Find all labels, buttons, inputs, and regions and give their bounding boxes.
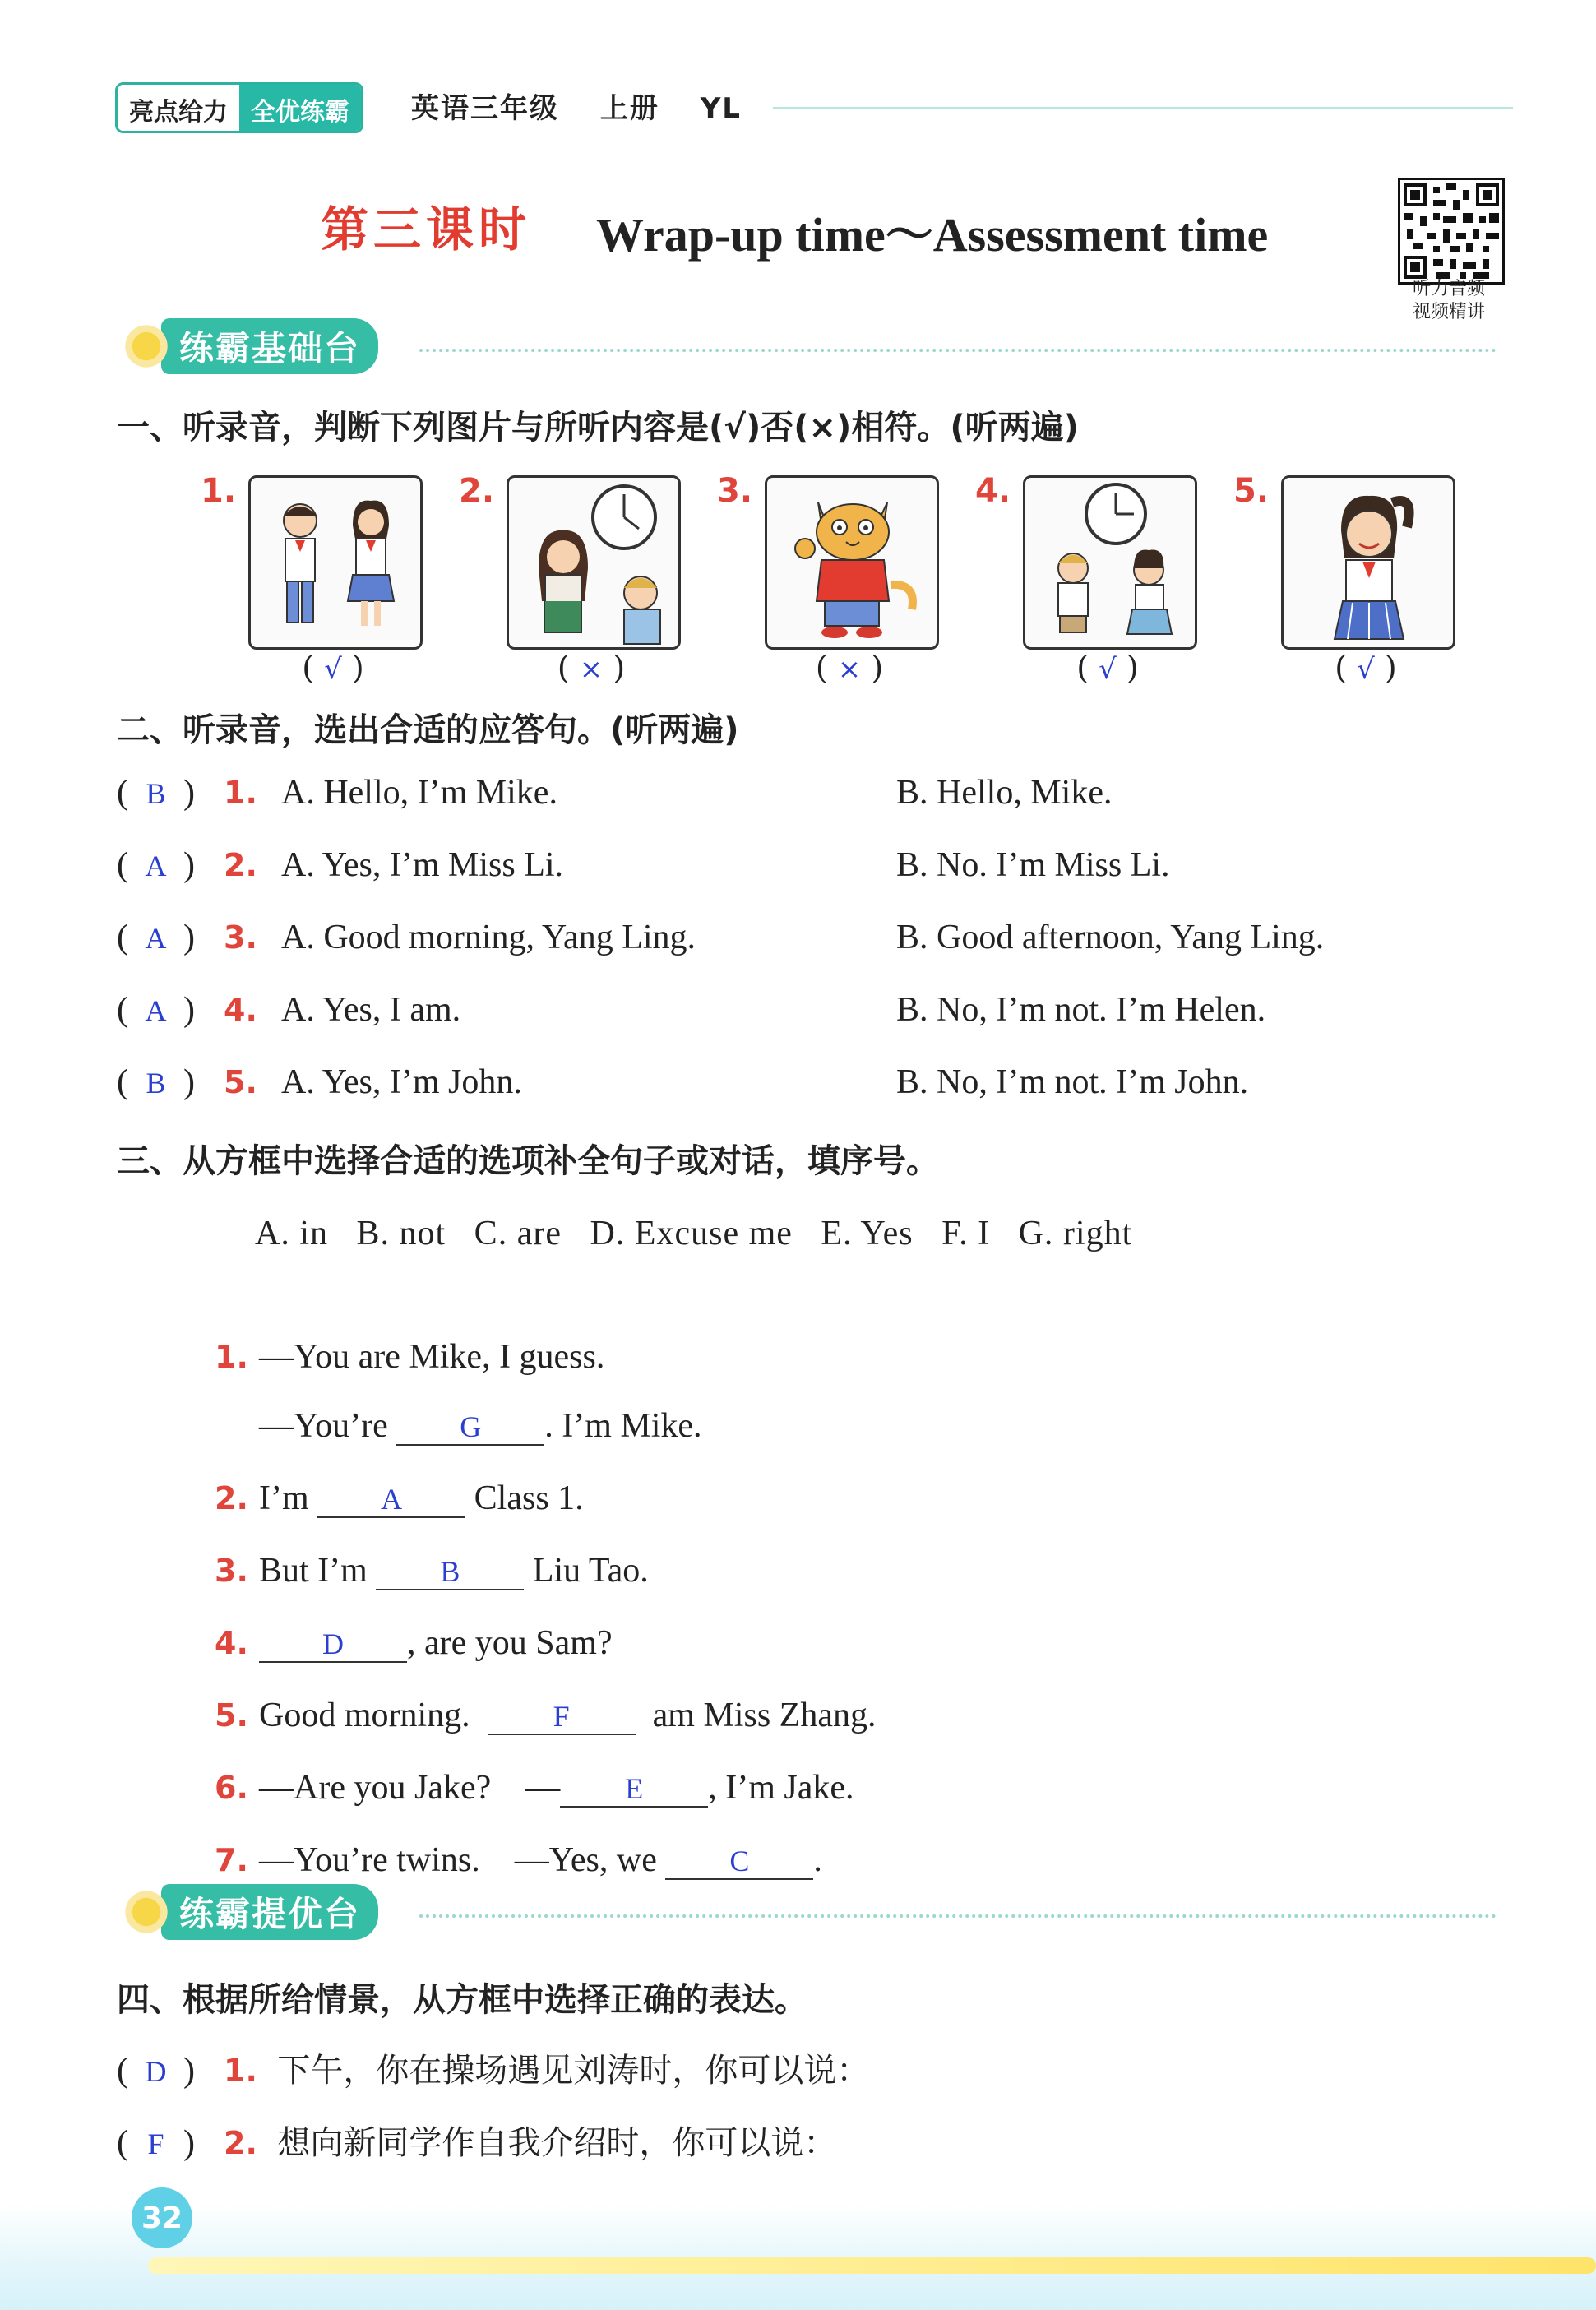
- header-info: [411, 86, 742, 126]
- fill-prefix: But I’m: [259, 1552, 368, 1590]
- choice-number: 5.: [224, 1064, 257, 1100]
- fill-blank[interactable]: B: [376, 1554, 524, 1590]
- fill-row: [197, 1367, 1431, 1446]
- choice-option-b: B. No, I’m not. I’m Helen.: [896, 991, 1266, 1029]
- qr-caption-line2: 视频精讲: [1412, 302, 1485, 322]
- banner-advanced-label: 练霸提优台: [161, 1884, 378, 1940]
- choice-number: 4.: [224, 992, 257, 1028]
- pic-number-2: 2.: [459, 472, 495, 510]
- choice-answer: B: [146, 1067, 166, 1099]
- choice-option-a: A. Hello, I’m Mike.: [281, 774, 557, 812]
- answer-4: √: [1099, 653, 1117, 686]
- section1-heading: 一、听录音，判断下列图片与所听内容是(√)否(×)相符。(听两遍): [117, 409, 1079, 447]
- fill-number: 5.: [215, 1697, 248, 1734]
- choice-paren: ( B ): [117, 774, 195, 812]
- section2-heading: 二、听录音，选出合适的应答句。(听两遍): [117, 711, 739, 749]
- sun-icon: [122, 1887, 171, 1937]
- fill-blank[interactable]: D: [259, 1627, 407, 1663]
- fill-suffix: Class 1.: [474, 1479, 584, 1517]
- dotted-divider: [419, 1914, 1497, 1918]
- fill-suffix: am Miss Zhang.: [652, 1697, 877, 1734]
- fill-row: [197, 1439, 1431, 1518]
- fill-number: 2.: [215, 1480, 248, 1516]
- answer-box-5: ( √ ): [1335, 650, 1397, 686]
- choice-option-b: B. No. I’m Miss Li.: [896, 846, 1170, 884]
- scenario-row: [117, 2044, 1515, 2091]
- fill-number: 3.: [215, 1553, 248, 1589]
- fill-number: 4.: [215, 1625, 248, 1661]
- fill-prefix: —Are you Jake? —: [259, 1769, 561, 1807]
- answer-5: √: [1357, 653, 1375, 686]
- sun-icon: [122, 322, 171, 371]
- choice-option-b: B. Hello, Mike.: [896, 774, 1113, 812]
- clock-boy-girl-icon: [1025, 478, 1195, 647]
- fill-blank[interactable]: E: [560, 1771, 708, 1808]
- girl-icon: [1284, 478, 1453, 647]
- picture-4: [1023, 475, 1197, 650]
- header-edition: YL: [700, 92, 742, 125]
- choice-option-a: A. Yes, I’m John.: [281, 1063, 522, 1101]
- fill-row: [197, 1729, 1431, 1808]
- fill-row: [197, 1511, 1431, 1590]
- fill-suffix: , I’m Jake.: [708, 1769, 854, 1807]
- answer-box-1: ( √ ): [302, 650, 364, 686]
- choice-option-a: A. Good morning, Yang Ling.: [281, 919, 696, 956]
- choice-option-b: B. Good afternoon, Yang Ling.: [896, 919, 1325, 956]
- page-title: Wrap-up time～Assessment time: [596, 208, 1269, 262]
- fill-row: [197, 1584, 1431, 1663]
- page-number: 32: [132, 2187, 192, 2248]
- banner-basic: [122, 317, 378, 375]
- choice-number: 3.: [224, 919, 257, 956]
- choice-paren: ( B ): [117, 1063, 195, 1101]
- scenario-answer: D: [145, 2055, 167, 2088]
- brand-logo: [115, 82, 363, 133]
- answer-box-3: ( × ): [815, 650, 884, 686]
- choice-answer: A: [145, 849, 167, 882]
- fill-suffix: , are you Sam?: [407, 1624, 613, 1662]
- choice-paren: ( A ): [117, 846, 195, 884]
- fill-suffix: Liu Tao.: [532, 1552, 649, 1590]
- choice-paren: ( A ): [117, 991, 195, 1029]
- choice-option-a: A. Yes, I’m Miss Li.: [281, 846, 564, 884]
- cat-icon: [767, 478, 937, 647]
- header-subject: 英语三年级: [411, 92, 559, 125]
- brand-left: 亮点给力: [118, 85, 239, 131]
- brand-right: 全优练霸: [239, 85, 361, 131]
- banner-advanced: [122, 1883, 378, 1941]
- fill-prefix: Good morning.: [259, 1697, 470, 1734]
- choice-answer: A: [145, 922, 167, 955]
- picture-5: [1281, 475, 1455, 650]
- picture-3: [765, 475, 939, 650]
- clock-teacher-boy-icon: [509, 478, 678, 647]
- picture-1: [248, 475, 423, 650]
- picture-2: [507, 475, 681, 650]
- banner-basic-label: 练霸基础台: [161, 318, 378, 374]
- lesson-title: 第三课时: [321, 201, 532, 257]
- scenario-paren: ( F ): [117, 2124, 195, 2162]
- answer-2: ×: [579, 653, 604, 686]
- fill-blank[interactable]: A: [317, 1482, 465, 1518]
- scenario-number: 2.: [224, 2125, 257, 2161]
- choice-number: 2.: [224, 847, 257, 883]
- choice-row: [117, 918, 1580, 957]
- footer-strip: [148, 2257, 1596, 2274]
- choice-row: [117, 773, 1580, 812]
- dotted-divider: [419, 349, 1497, 352]
- choice-row: [117, 845, 1580, 885]
- choice-answer: A: [145, 994, 167, 1027]
- fill-number: 6.: [215, 1770, 248, 1806]
- choice-row: [117, 1062, 1580, 1102]
- header-volume: 上册: [599, 92, 659, 125]
- qr-caption-line1: 听力音频: [1412, 279, 1485, 299]
- fill-row: [197, 1801, 1431, 1880]
- fill-number: 7.: [215, 1842, 248, 1878]
- answer-box-2: ( × ): [557, 650, 626, 686]
- qr-caption: [1391, 278, 1506, 324]
- pic-number-3: 3.: [717, 472, 753, 510]
- pic-number-4: 4.: [975, 472, 1011, 510]
- header-divider: [773, 107, 1513, 109]
- answer-box-4: ( √ ): [1076, 650, 1139, 686]
- answer-1: √: [324, 653, 342, 686]
- fill-prefix: —You are Mike, I guess.: [259, 1338, 605, 1376]
- scenario-text: 下午，你在操场遇见刘涛时，你可以说：: [277, 2052, 870, 2090]
- boy-and-girl-icon: [251, 478, 420, 647]
- scenario-paren: ( D ): [117, 2052, 195, 2090]
- choice-option-a: A. Yes, I am.: [281, 991, 461, 1029]
- fill-row: [197, 1656, 1431, 1735]
- fill-number: 1.: [215, 1339, 248, 1375]
- pic-number-5: 5.: [1233, 472, 1270, 510]
- fill-suffix: . I’m Mike.: [544, 1407, 702, 1445]
- fill-blank[interactable]: C: [665, 1844, 813, 1880]
- scenario-answer: F: [147, 2127, 164, 2160]
- section3-heading: 三、从方框中选择合适的选项补全句子或对话，填序号。: [117, 1142, 939, 1180]
- fill-prefix: I’m: [259, 1479, 309, 1517]
- answer-3: ×: [837, 653, 862, 686]
- qr-code-icon[interactable]: [1398, 178, 1505, 285]
- choice-paren: ( A ): [117, 919, 195, 956]
- fill-prefix: —You’re twins. —Yes, we: [259, 1841, 657, 1879]
- choice-answer: B: [146, 777, 166, 810]
- scenario-text: 想向新同学作自我介绍时，你可以说：: [277, 2124, 837, 2162]
- scenario-number: 1.: [224, 2053, 257, 2089]
- fill-blank[interactable]: G: [396, 1410, 544, 1446]
- choice-number: 1.: [224, 775, 257, 811]
- pic-number-1: 1.: [201, 472, 237, 510]
- fill-row: [197, 1298, 1431, 1377]
- choice-row: [117, 990, 1580, 1030]
- fill-prefix: —You’re: [259, 1407, 388, 1445]
- fill-blank[interactable]: F: [488, 1699, 636, 1735]
- scenario-row: [117, 2117, 1515, 2164]
- options-box: A. in B. not C. are D. Excuse me E. Yes F. I G. right: [255, 1215, 1133, 1252]
- choice-option-b: B. No, I’m not. I’m John.: [896, 1063, 1249, 1101]
- section4-heading: 四、根据所给情景，从方框中选择正确的表达。: [117, 1981, 807, 2019]
- fill-suffix: .: [813, 1841, 822, 1879]
